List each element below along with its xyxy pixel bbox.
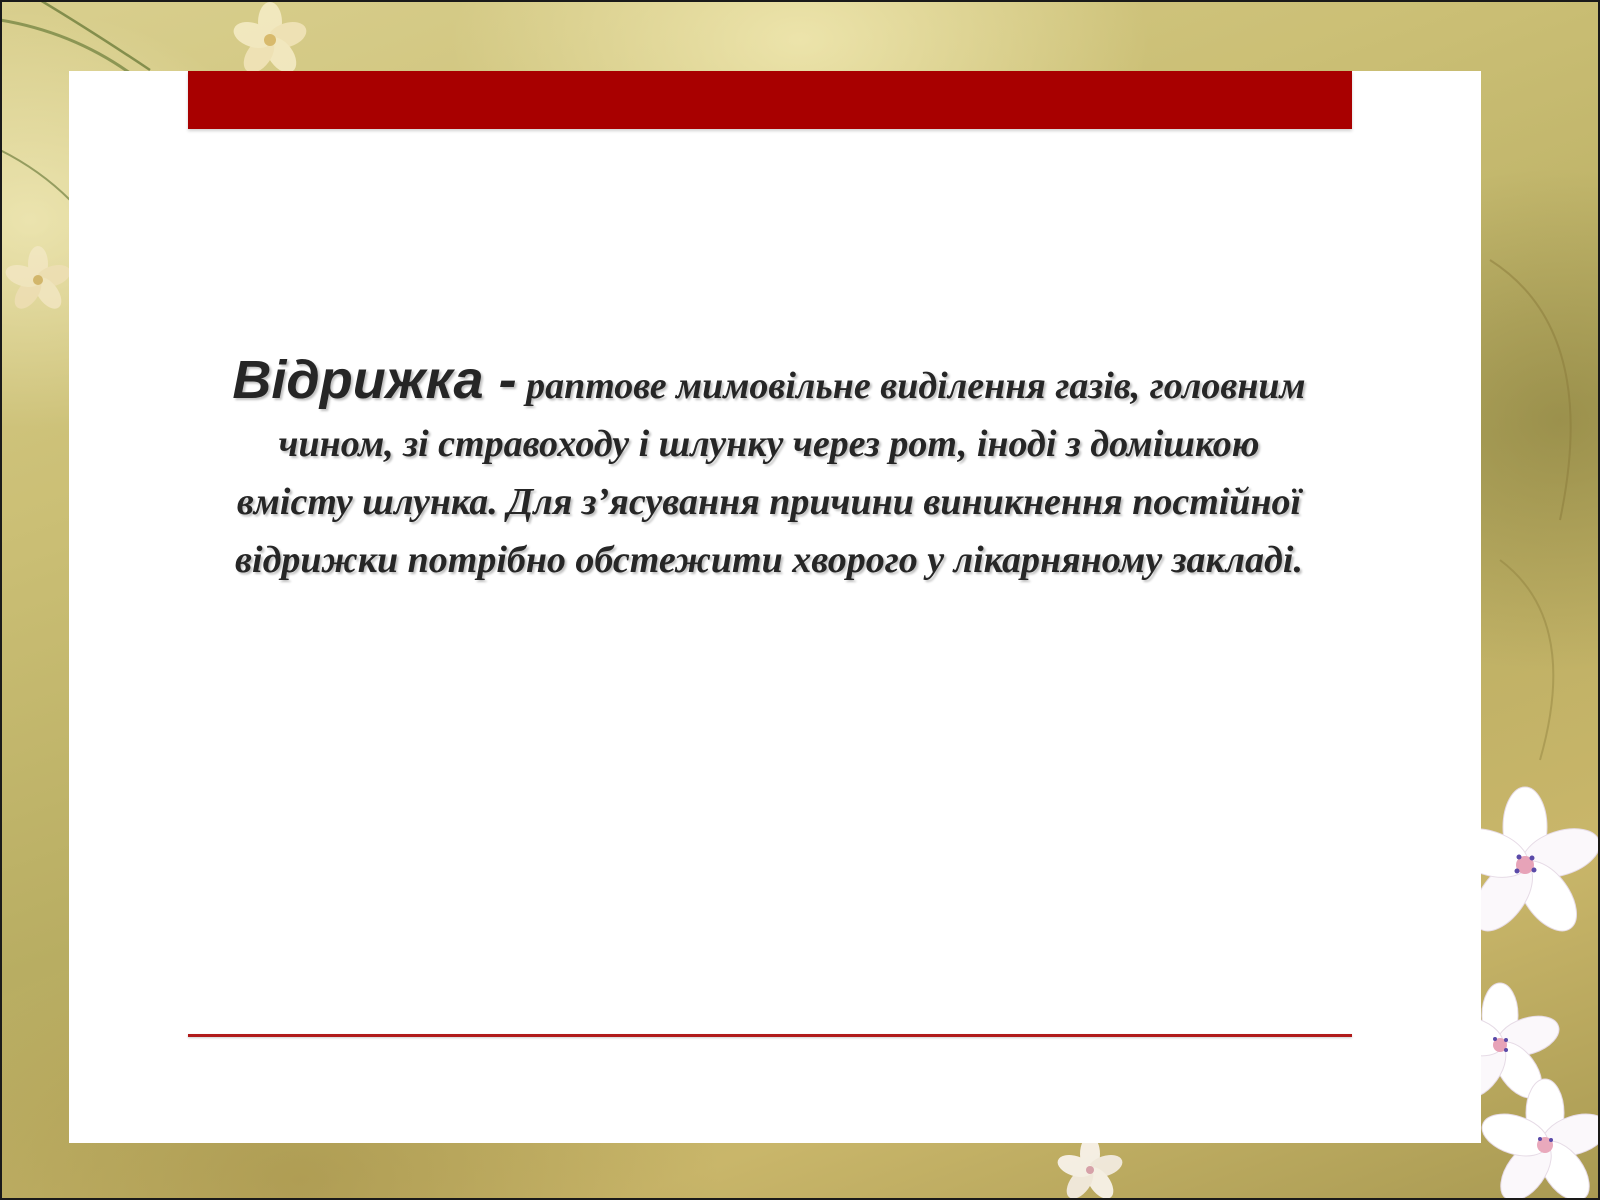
flower-icon: [3, 246, 73, 313]
slide-card: [69, 71, 1481, 1143]
term-heading: Відрижка -: [232, 350, 517, 410]
footer-rule: [188, 1034, 1352, 1037]
flower-icon: [1055, 1136, 1125, 1200]
flower-icon: [230, 2, 309, 78]
flower-icon: [1477, 1079, 1600, 1200]
definition-paragraph: [219, 351, 1319, 589]
definition-text: раптове мимовільне виділення газів, головним чином, зі стравоходу і шлунку через рот, іноді з домішкою вмісту шлунка. Для з’ясування причини виникнення постійної відрижки потрібно обстежити хворого у лікарняному закладі.: [235, 365, 1306, 581]
title-accent-bar: [188, 71, 1352, 129]
slide-body: [219, 351, 1319, 589]
